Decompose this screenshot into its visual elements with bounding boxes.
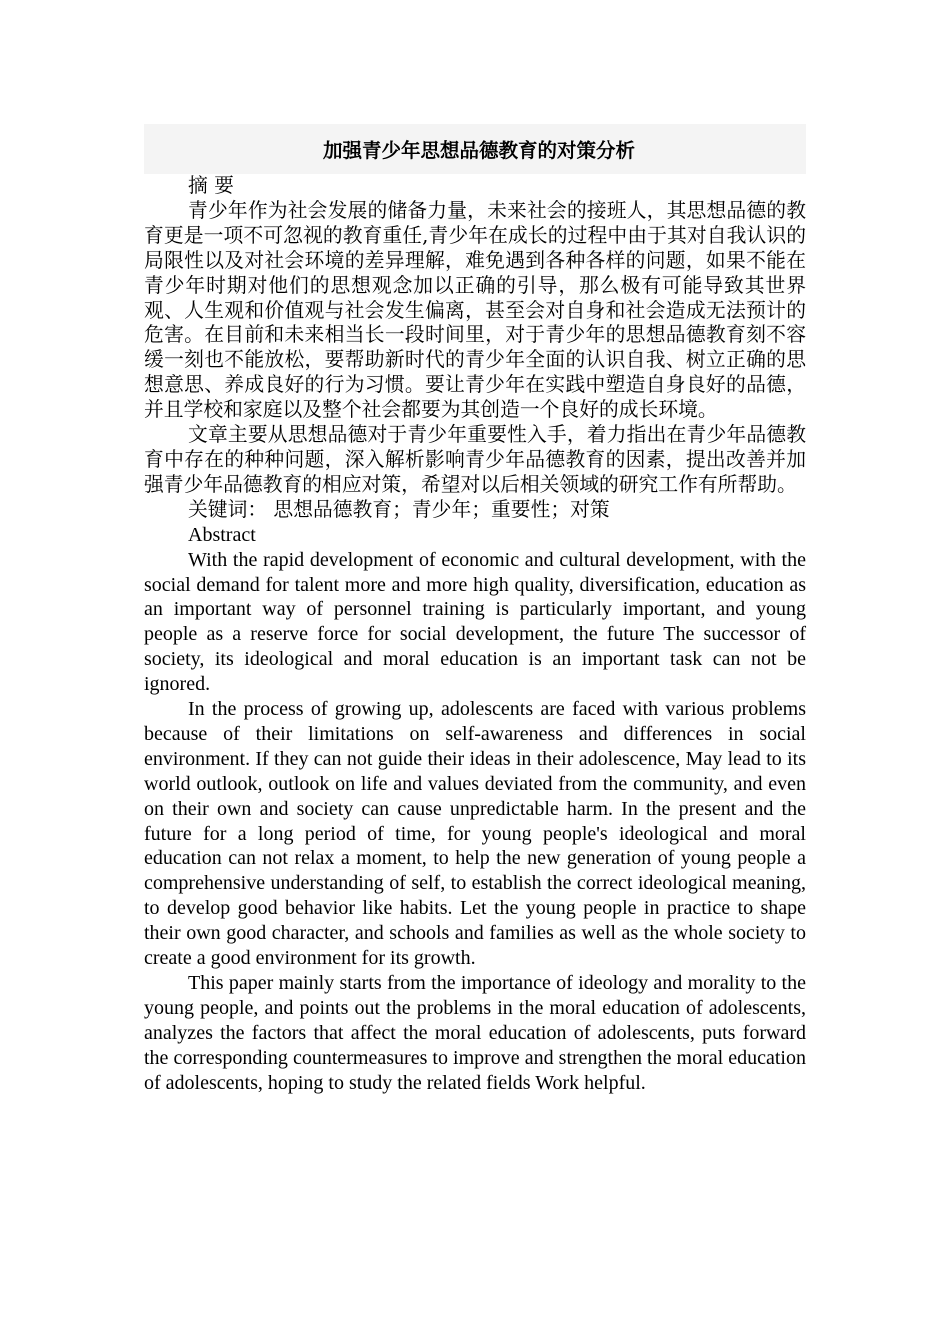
document-title: 加强青少年思想品德教育的对策分析 xyxy=(322,139,635,162)
abstract-heading-en: Abstract xyxy=(188,523,256,546)
abstract-heading-cn: 摘 要 xyxy=(188,174,234,197)
abstract-cn-paragraph-1: 青少年作为社会发展的储备力量，未来社会的接班人，其思想品德的教育更是一项不可忽视的教育重任,青少年在成长的过程中由于其对自我认识的局限性以及对社会环境的差异理解，难免遇到各种各样的问题，如果不能在青少年时期对他们的思想观念加以正确的引导，那么极有可能导致其世界观、人生观和价值观与社会发生偏离，甚至会对自身和社会造成无法预计的危害。在目前和未来相当长一段时间里，对于青少年的思想品德教育刻不容缓一刻也不能放松，要帮助新时代的青少年全面的认识自我、树立正确的思想意思、养成良好的行为习惯。要让青少年在实践中塑造自身良好的品德，并且学校和家庭以及整个社会都要为其创造一个良好的成长环境。 xyxy=(144,198,806,422)
abstract-cn-paragraph-2: 文章主要从思想品德对于青少年重要性入手，着力指出在青少年品德教育中存在的种种问题，深入解析影响青少年品德教育的因素，提出改善并加强青少年品德教育的相应对策，希望对以后相关领域的研究工作有所帮助。 xyxy=(144,423,806,496)
title-bar xyxy=(144,124,806,174)
document-page xyxy=(144,124,806,1096)
keywords-cn: 关键词： 思想品德教育；青少年；重要性；对策 xyxy=(188,497,610,521)
abstract-en-paragraph-1: With the rapid development of economic and cultural development, with the social demand for talent more and more high quality, diversification, education as an important way of personnel training is particularly important, and young people as a reserve force for social development, the future The successor of society, its ideological and moral education is an important task can not be ignored. xyxy=(144,548,806,696)
abstract-en-paragraph-2: In the process of growing up, adolescents are faced with various problems because of their limitations on self-awareness and differences in social environment. If they can not guide their ideas in their adolescence, May lead to its world outlook, outlook on life and values deviated from the community, and even on their own and society can cause unpredictable harm. In the present and the future for a long period of time, for young people's ideological and moral education can not relax a moment, to help the new generation of young people a comprehensive understanding of self, to establish the correct ideological meaning, to develop good behavior like habits. Let the young people in practice to shape their own good character, and schools and families as well as the whole society to create a good environment for its growth. xyxy=(144,698,806,970)
abstract-en-paragraph-3: This paper mainly starts from the importance of ideology and morality to the young people, and points out the problems in the moral education of adolescents, analyzes the factors that affect the moral education of adolescents, puts forward the corresponding countermeasures to improve and strengthen the moral education of adolescents, hoping to study the related fields Work helpful. xyxy=(144,972,806,1094)
